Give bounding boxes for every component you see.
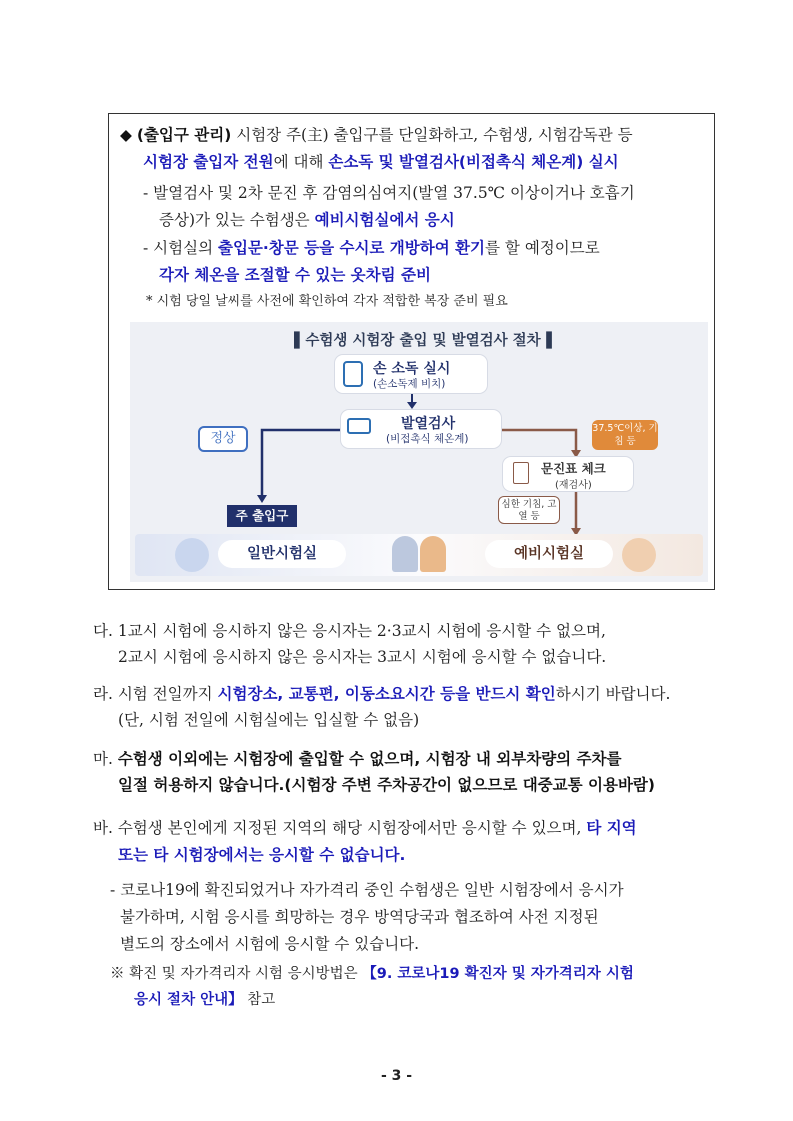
- student-icon-right: [622, 538, 656, 572]
- item-ma-line1: 마. 수험생 이외에는 시험장에 출입할 수 없으며, 시험장 내 외부차량의 주차를: [93, 750, 622, 768]
- page-number: - 3 -: [380, 1068, 413, 1084]
- box-line-1: ◆ (출입구 관리) 시험장 주(主) 출입구를 단일화하고, 수험생, 시험감독관 등: [120, 126, 633, 144]
- ref-line1: ※ 확진 및 자가격리자 시험 응시방법은 【9. 코로나19 확진자 및 자가격리자 시험: [110, 966, 634, 982]
- box-line-3: - 발열검사 및 2차 문진 후 감염의심여지(발열 37.5℃ 이상이거나 호흡기: [143, 184, 635, 202]
- diagram-title: ▌수험생 시험장 출입 및 발열검사 절차▐: [294, 333, 552, 349]
- student-icon-left: [175, 538, 209, 572]
- questionnaire-step: 문진표 체크 (재검사): [503, 457, 633, 491]
- clipboard-icon: [513, 462, 529, 484]
- item-ra-line2: (단, 시험 전일에 시험실에는 입실할 수 없음): [118, 711, 420, 729]
- severe-badge: 심한 기침, 고열 등: [498, 496, 560, 524]
- covid-line1: - 코로나19에 확진되었거나 자가격리 중인 수험생은 일반 시험장에서 응시가: [110, 881, 624, 899]
- fever-badge: 37.5℃이상, 기침 등: [592, 420, 658, 450]
- ref-line2: 응시 절차 안내】 참고: [134, 992, 276, 1008]
- hand-sanitize-step: 손 소독 실시 (손소독제 비치): [335, 355, 487, 393]
- covid-line2: 불가하며, 시험 응시를 희망하는 경우 방역당국과 협조하여 사전 지정된: [120, 908, 599, 926]
- box-line-4: 증상)가 있는 수험생은 예비시험실에서 응시: [159, 211, 455, 229]
- person-icon-2: [420, 536, 446, 572]
- sanitizer-icon: [343, 361, 363, 387]
- procedure-diagram: [130, 322, 708, 582]
- thermometer-icon: [347, 418, 371, 434]
- box-note: * 시험 당일 날씨를 사전에 확인하여 각자 적합한 복장 준비 필요: [146, 294, 508, 309]
- item-da-line1: 다. 1교시 시험에 응시하지 않은 응시자는 2·3교시 시험에 응시할 수 없으며,: [93, 622, 606, 640]
- fever-check-step: 발열검사 (비접촉식 체온계): [341, 410, 501, 448]
- item-ma-line2: 일절 허용하지 않습니다.(시험장 주변 주차공간이 없으므로 대중교통 이용바람): [118, 776, 655, 794]
- item-ra-line1: 라. 시험 전일까지 시험장소, 교통편, 이동소요시간 등을 반드시 확인하시기 바랍니다.: [93, 685, 671, 703]
- item-ba-line2: 또는 타 시험장에서는 응시할 수 없습니다.: [118, 846, 406, 864]
- reserve-room-label: 예비시험실: [485, 540, 613, 568]
- main-entrance-label: 주 출입구: [227, 505, 297, 527]
- item-ba-line1: 바. 수험생 본인에게 지정된 지역의 해당 시험장에서만 응시할 수 있으며, 타 지역: [93, 819, 637, 837]
- diamond-bullet: ◆: [120, 126, 132, 144]
- general-room-label: 일반시험실: [218, 540, 346, 568]
- covid-line3: 별도의 장소에서 시험에 응시할 수 있습니다.: [120, 935, 420, 953]
- item-da-line2: 2교시 시험에 응시하지 않은 응시자는 3교시 시험에 응시할 수 없습니다.: [118, 648, 607, 666]
- box-line-5: - 시험실의 출입문·창문 등을 수시로 개방하여 환기를 할 예정이므로: [143, 239, 600, 257]
- box-line-2: 시험장 출입자 전원에 대해 손소독 및 발열검사(비접촉식 체온계) 실시: [143, 153, 619, 171]
- person-icon-1: [392, 536, 418, 572]
- normal-badge: 정상: [198, 426, 248, 452]
- box-line-6: 각자 체온을 조절할 수 있는 옷차림 준비: [159, 266, 431, 284]
